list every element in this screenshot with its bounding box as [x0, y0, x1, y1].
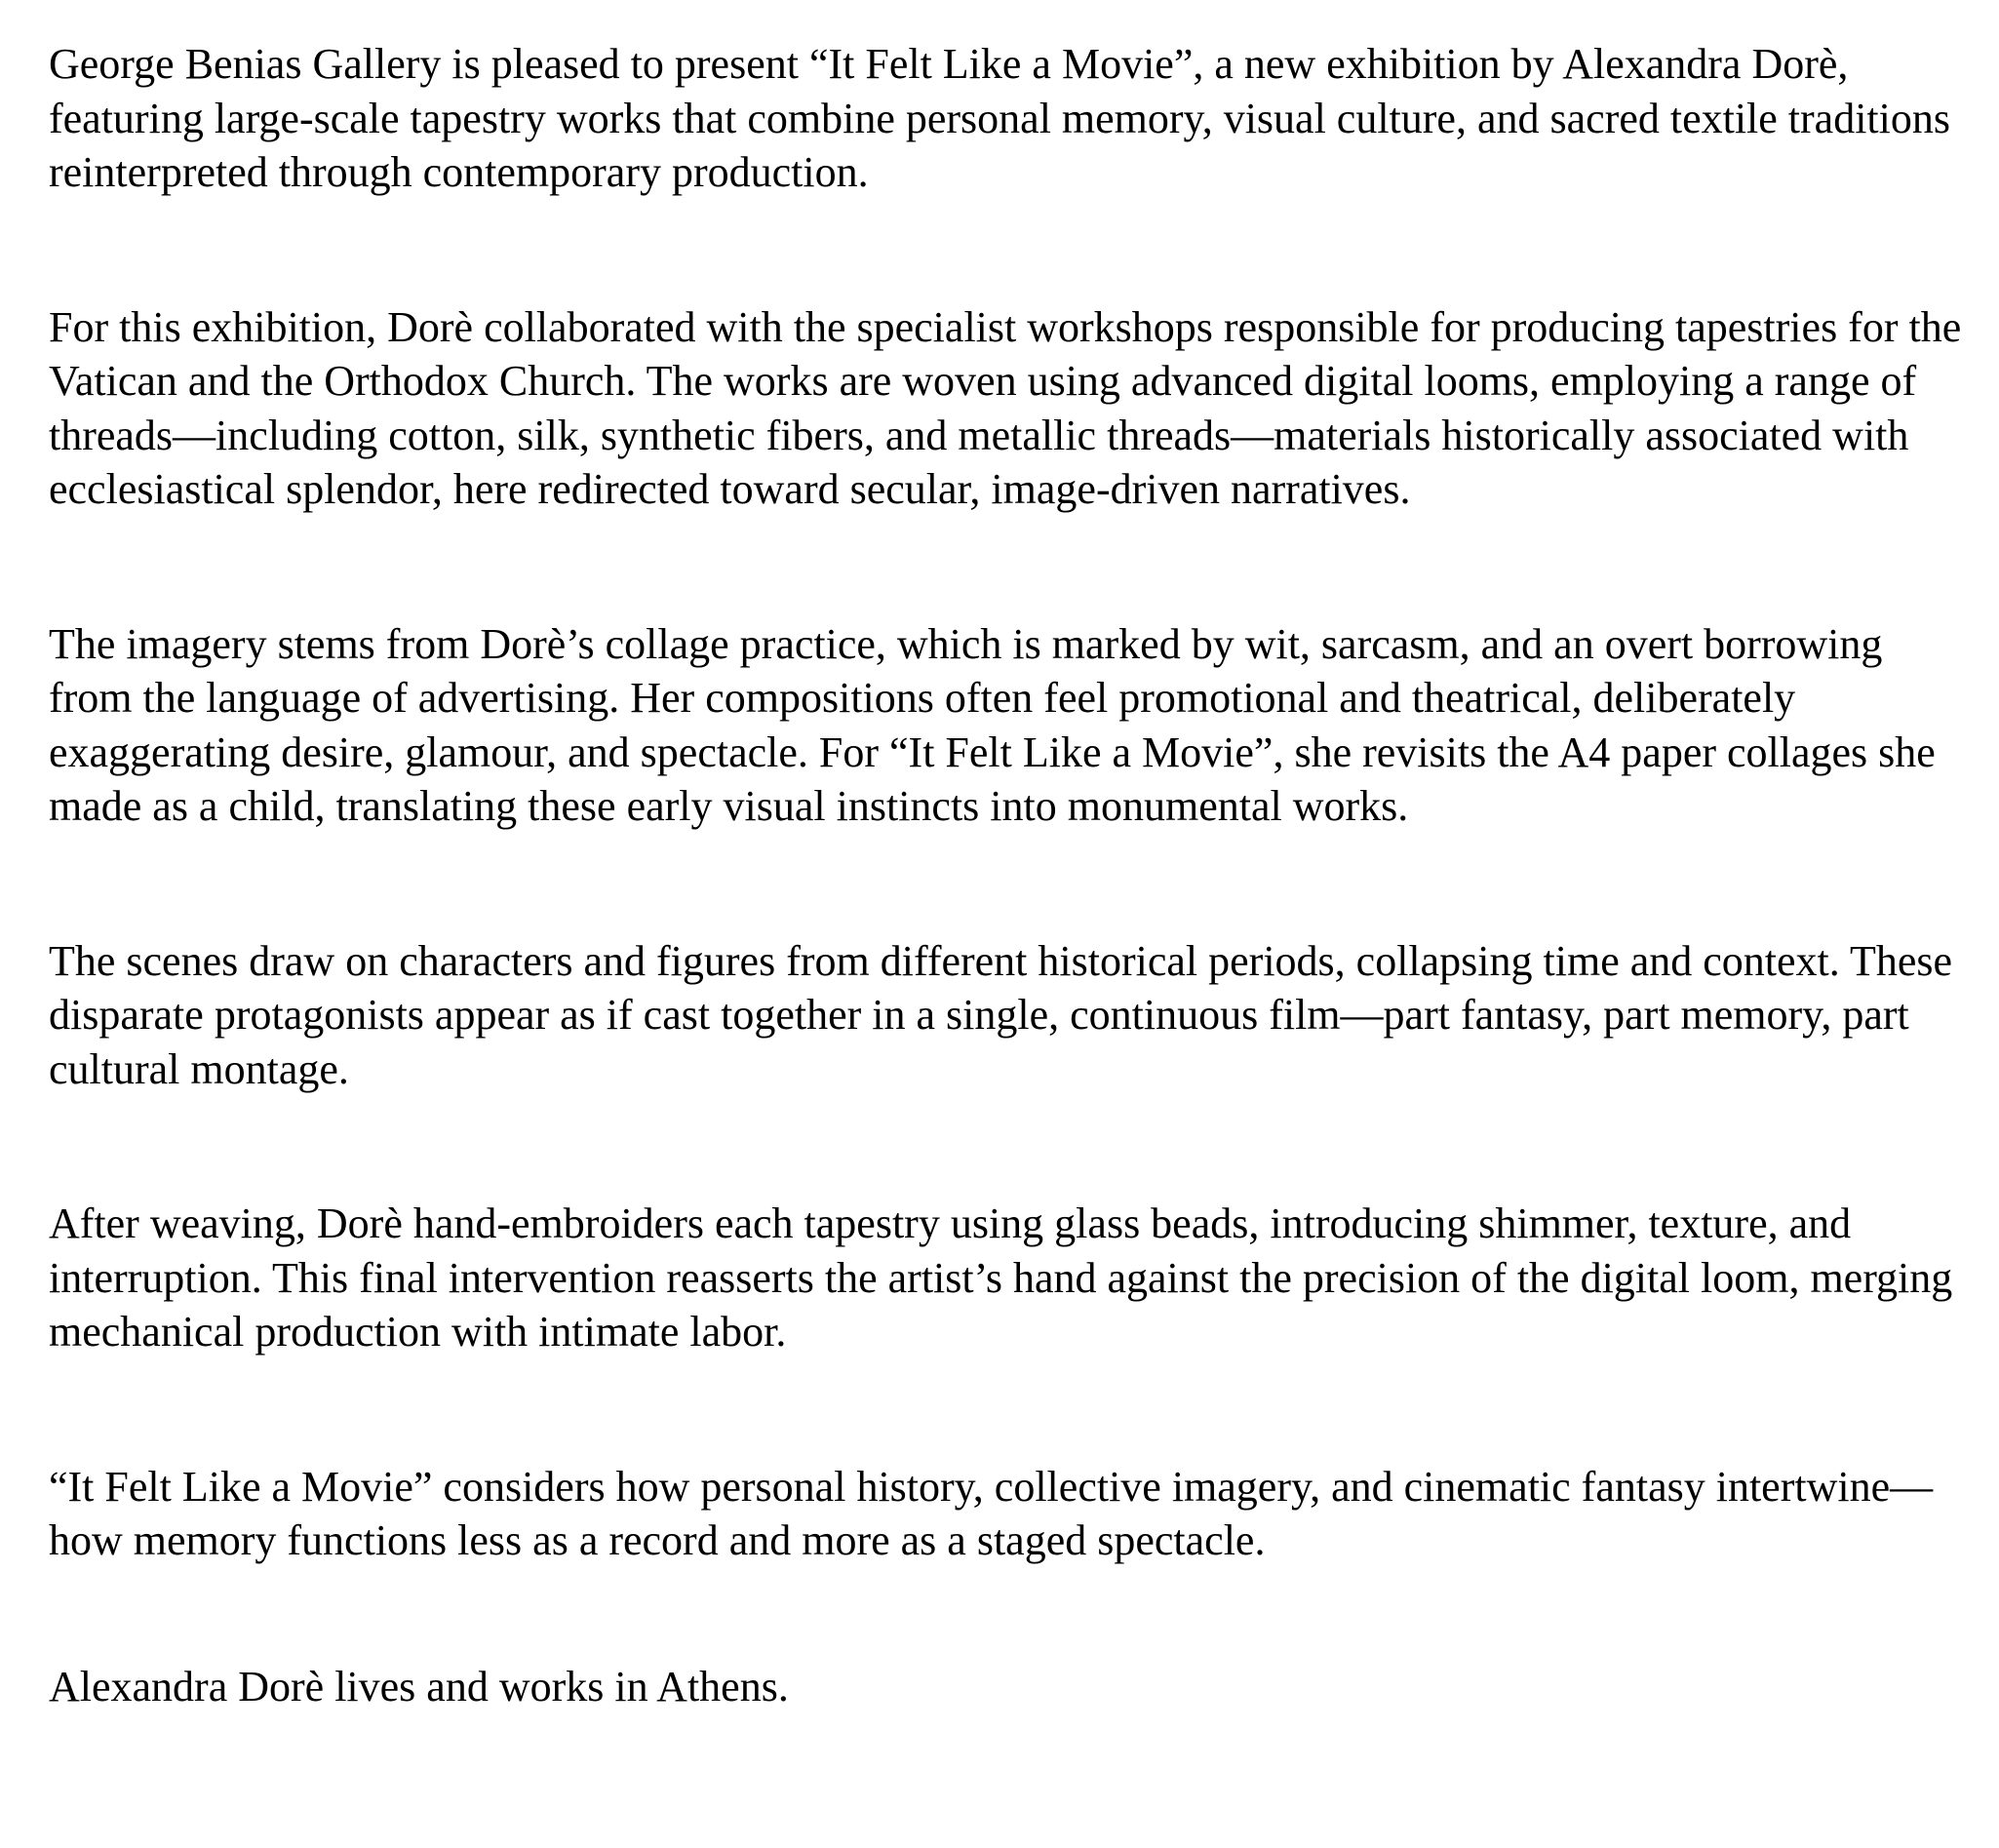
paragraph-conclusion: “It Felt Like a Movie” considers how personal history, collective imagery, and cinematic fantasy intertwine—how memory functions less as a record and more as a staged spectacle.: [49, 1462, 1934, 1564]
paragraph-embroidery: After weaving, Dorè hand-embroiders each tapestry using glass beads, introducing shimmer, texture, and interruption. This final intervention reasserts the artist’s hand against the precision of the digital loom, merging mechanical production with intimate labor.: [49, 1199, 1953, 1356]
paragraph-scenes: The scenes draw on characters and figures from different historical periods, collapsing time and context. These disparate protagonists appear as if cast together in a single, continuous film—part fantasy, part memory, part cultural montage.: [49, 936, 1953, 1093]
paragraph-intro: George Benias Gallery is pleased to present “It Felt Like a Movie”, a new exhibition by Alexandra Dorè, featuring large-scale tapestry works that combine personal memory, visual culture, and sacred textile traditions reinterpreted through contemporary production.: [49, 40, 1951, 196]
paragraph-imagery: The imagery stems from Dorè’s collage practice, which is marked by wit, sarcasm, and an overt borrowing from the language of advertising. Her compositions often feel promotional and theatrical, deliberately exaggerating desire, glamour, and spectacle. For “It Felt Like a Movie”, she revisits the A4 paper collages she made as a child, translating these early visual instincts into monumental works.: [49, 619, 1936, 830]
document-body: [49, 37, 1975, 1713]
paragraph-artist-location: Alexandra Dorè lives and works in Athens.: [49, 1662, 789, 1710]
paragraph-collaboration: For this exhibition, Dorè collaborated with the specialist workshops responsible for producing tapestries for the Vatican and the Orthodox Church. The works are woven using advanced digital looms, employing a range of threads—including cotton, silk, synthetic fibers, and metallic threads—materials historically associated with ecclesiastical splendor, here redirected toward secular, image-driven narratives.: [49, 302, 1962, 513]
